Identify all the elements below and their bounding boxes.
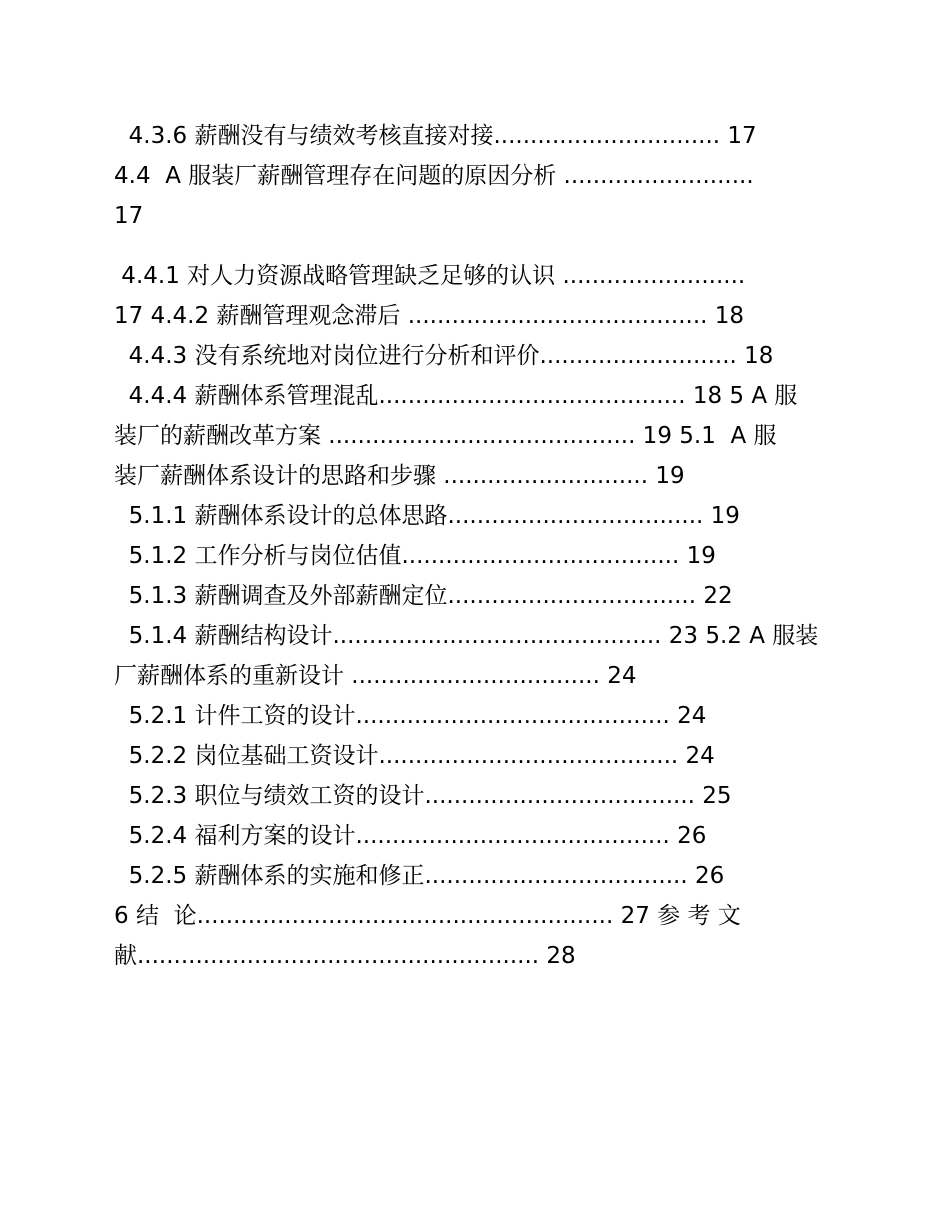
toc-line: 厂薪酬体系的重新设计 .................................. 24 — [114, 663, 637, 689]
toc-line: 5.2.4 福利方案的设计........................................... 26 — [114, 823, 707, 849]
toc-line: 5.1.3 薪酬调查及外部薪酬定位.................................. 22 — [114, 583, 733, 609]
toc-line: 5.1.4 薪酬结构设计............................................. 23 5.2 A 服装 — [114, 623, 819, 649]
toc-line: 5.2.5 薪酬体系的实施和修正.................................... 26 — [114, 863, 725, 889]
toc-line: 17 4.4.2 薪酬管理观念滞后 ......................................... 18 — [114, 303, 745, 329]
toc-line: 4.4 A 服装厂薪酬管理存在问题的原因分析 .......................... — [114, 163, 754, 189]
toc-line: 装厂的薪酬改革方案 .......................................... 19 5.1 A 服 — [114, 423, 777, 449]
toc-line: 4.4.3 没有系统地对岗位进行分析和评价........................... 18 — [114, 343, 774, 369]
toc-line: 献....................................................... 28 — [114, 943, 576, 969]
toc-line: 6 结 论......................................................... 27 参 考 文 — [114, 903, 741, 929]
toc-line: 4.3.6 薪酬没有与绩效考核直接对接............................... 17 — [114, 123, 757, 149]
toc-line: 5.1.1 薪酬体系设计的总体思路................................... 19 — [114, 503, 740, 529]
toc-line: 装厂薪酬体系设计的思路和步骤 ............................ 19 — [114, 463, 685, 489]
toc-line: 5.2.2 岗位基础工资设计......................................... 24 — [114, 743, 715, 769]
toc-line: 5.1.2 工作分析与岗位估值...................................... 19 — [114, 543, 716, 569]
toc-line: 5.2.3 职位与绩效工资的设计..................................... 25 — [114, 783, 732, 809]
table-of-contents — [114, 116, 844, 976]
toc-line: 5.2.1 计件工资的设计........................................... 24 — [114, 703, 707, 729]
toc-line: 4.4.1 对人力资源战略管理缺乏足够的认识 ......................... — [114, 263, 746, 289]
toc-line: 17 — [114, 203, 144, 229]
toc-line: 4.4.4 薪酬体系管理混乱.......................................... 18 5 A 服 — [114, 383, 798, 409]
